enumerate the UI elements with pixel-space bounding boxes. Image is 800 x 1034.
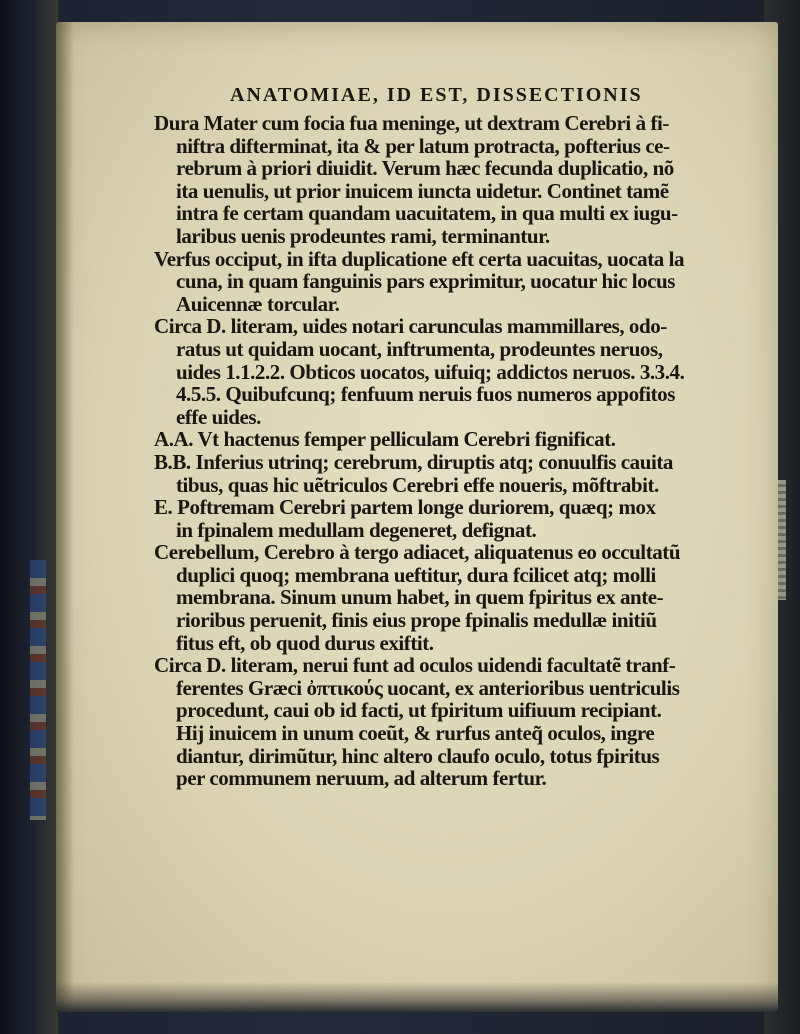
text-line: rioribus peruenit, finis eius prope fpinalis medullæ initiũ xyxy=(176,608,657,633)
text-line: B.B. Inferius utrinq; cerebrum, diruptis atq; conuulfis cauita xyxy=(154,449,673,474)
text-line: tibus, quas hic uẽtriculos Cerebri effe noueris, mõftrabit. xyxy=(176,472,659,497)
text-line: cuna, in quam fanguinis pars exprimitur, uocatur hic locus xyxy=(176,269,675,294)
gutter-shadow xyxy=(56,22,74,1012)
text-line: per communem neruum, ad alterum fertur. xyxy=(176,766,547,791)
text-line: fitus eft, ob quod durus exiftit. xyxy=(176,630,434,655)
text-line: Circa D. literam, uides notari carunculas mammillares, odo- xyxy=(154,314,667,339)
text-line: laribus uenis prodeuntes rami, terminantur. xyxy=(176,223,550,248)
text-line: intra fe certam quandam uacuitatem, in qua multi ex iugu- xyxy=(176,201,678,226)
text-line: niftra difterminat, ita & per latum protracta, pofterius ce- xyxy=(176,133,670,158)
text-line: A.A. Vt hactenus femper pelliculam Cerebri fignificat. xyxy=(154,427,616,452)
text-line: ferentes Græci ὀπτικούς uocant, ex anterioribus uentriculis xyxy=(176,675,680,700)
text-line: duplici quoq; membrana ueftitur, dura fcilicet atq; molli xyxy=(176,562,656,587)
page-bottom-edge xyxy=(56,982,778,1012)
text-line: Dura Mater cum focia fua meninge, ut dextram Cerebri à fi- xyxy=(154,111,669,135)
text-line: Cerebellum, Cerebro à tergo adiacet, aliquatenus eo occultatũ xyxy=(154,540,681,565)
text-line: uides 1.1.2.2. Obticos uocatos, uifuiq; addictos neruos. 3.3.4. xyxy=(176,359,685,384)
left-book-cover xyxy=(0,0,58,1034)
text-line: membrana. Sinum unum habet, in quem fpiritus ex ante- xyxy=(176,585,664,610)
text-line: Verfus occiput, in ifta duplicatione eft certa uacuitas, uocata la xyxy=(154,246,685,271)
text-line: ita uenulis, ut prior inuicem iuncta uidetur. Continet tamẽ xyxy=(176,178,669,203)
text-line: Hij inuicem in unum coeũt, & rurfus anteq̃ oculos, ingre xyxy=(176,721,655,746)
text-line: E. Poftremam Cerebri partem longe duriorem, quæq; mox xyxy=(154,495,656,520)
text-line: rebrum à priori diuidit. Verum hæc fecunda duplicatio, nõ xyxy=(176,156,674,181)
text-line: 4.5.5. Quibufcunq; fenfuum neruis fuos numeros appofitos xyxy=(176,382,675,407)
text-line: procedunt, caui ob id facti, ut fpiritum uifiuum recipiant. xyxy=(176,698,662,723)
running-header: ANATOMIAE, ID EST, DISSECTIONIS xyxy=(230,84,643,106)
text-line: diantur, dirimũtur, hinc altero claufo oculo, totus fpiritus xyxy=(176,743,660,768)
text-line: Circa D. literam, nerui funt ad oculos uidendi facultatẽ tranf- xyxy=(154,653,676,678)
text-line: effe uides. xyxy=(176,404,261,429)
left-page-edge xyxy=(30,560,46,820)
text-line: in fpinalem medullam degeneret, defignat. xyxy=(176,517,537,542)
body-text xyxy=(154,112,754,790)
text-line: ratus ut quidam uocant, inftrumenta, prodeuntes neruos, xyxy=(176,336,663,361)
text-line: Auicennæ torcular. xyxy=(176,291,340,316)
